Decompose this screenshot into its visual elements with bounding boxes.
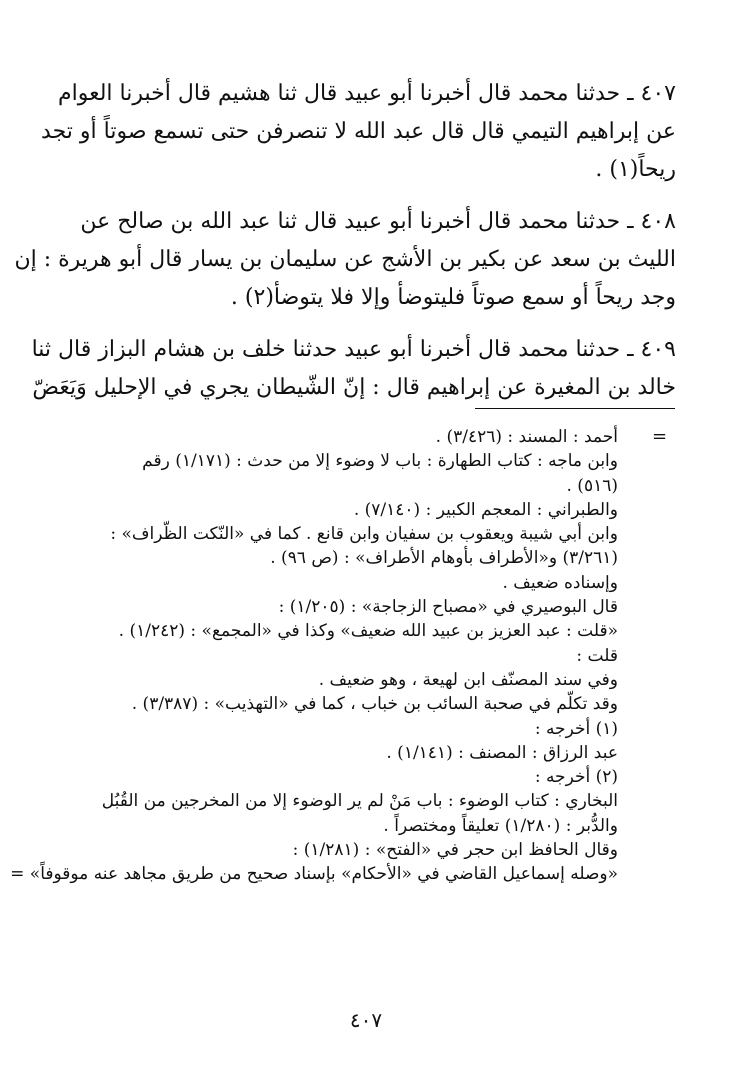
continuation-mark: = xyxy=(652,426,668,447)
footnote-line: «قلت : عبد العزيز بن عبيد الله ضعيف» وكذا في «المجمع» : (١/٢٤٢) . xyxy=(118,621,618,642)
text-line: خالد بن المغيرة عن إبراهيم قال : إنّ الشّيطان يجري في الإحليل وَيَعَضّ xyxy=(32,375,676,400)
footnote-line: والدُّبر : (١/٢٨٠) تعليقاً ومختصراً . xyxy=(383,815,618,836)
text-line: عن إبراهيم التيمي قال قال عبد الله لا تنصرفن حتى تسمع صوتاً أو تجد xyxy=(41,119,676,144)
footnote-line: قلت : xyxy=(576,645,618,666)
text-line: ريحاً(١) . xyxy=(595,157,676,182)
footnote-divider xyxy=(475,408,675,409)
footnote-line: (٥١٦) . xyxy=(566,475,618,496)
text-line: ٤٠٧ ـ حدثنا محمد قال أخبرنا أبو عبيد قال ثنا هشيم قال أخبرنا العوام xyxy=(58,81,676,106)
text-line: ٤٠٩ ـ حدثنا محمد قال أخبرنا أبو عبيد حدثنا خلف بن هشام البزاز قال ثنا xyxy=(31,337,676,362)
footnote-line: عبد الرزاق : المصنف : (١/١٤١) . xyxy=(386,742,618,763)
text-line: ٤٠٨ ـ حدثنا محمد قال أخبرنا أبو عبيد قال ثنا عبد الله بن صالح عن xyxy=(80,209,676,234)
footnote-line: وإسناده ضعيف . xyxy=(502,572,618,593)
hadith-408 xyxy=(14,203,676,317)
footnote-line: (٣/٢٦١) و«الأطراف بأوهام الأطراف» : (ص ٩٦) . xyxy=(270,548,618,569)
footnote-line: (١) أخرجه : xyxy=(534,718,618,739)
footnote-line: أحمد : المسند : (٣/٤٢٦) . xyxy=(435,427,618,447)
footnote-line: وفي سند المصنّف ابن لهيعة ، وهو ضعيف . xyxy=(318,669,618,690)
footnote-line: وابن أبي شيبة ويعقوب بن سفيان وابن قانع . كما في «النّكت الظّراف» : xyxy=(110,524,618,545)
footnote-line: البخاري : كتاب الوضوء : باب مَنْ لم ير الوضوء إلا من المخرجين من القُبُل xyxy=(101,791,618,812)
footnotes xyxy=(10,425,618,887)
page-number: ٤٠٧ xyxy=(349,1008,383,1032)
footnote-line: (٢) أخرجه : xyxy=(534,767,618,788)
main-text xyxy=(14,75,676,421)
hadith-409 xyxy=(31,331,676,407)
footnote-line: وقال الحافظ ابن حجر في «الفتح» : (١/٢٨١) : xyxy=(292,840,618,861)
footnote-line: والطبراني : المعجم الكبير : (٧/١٤٠) . xyxy=(353,499,618,520)
footnote-line: «وصله إسماعيل القاضي في «الأحكام» بإسناد صحيح من طريق مجاهد عنه موقوفاً» = xyxy=(10,864,618,885)
footnote-line: وقد تكلّم في صحبة السائب بن خباب ، كما في «التهذيب» : (٣/٣٨٧) . xyxy=(131,694,618,715)
text-line: وجد ريحاً أو سمع صوتاً فليتوضأ وإلا فلا يتوضأ(٢) . xyxy=(230,285,676,310)
footnote-line: قال البوصيري في «مصباح الزجاجة» : (١/٢٠٥) : xyxy=(278,597,618,618)
hadith-407 xyxy=(41,75,676,189)
footnote-line: وابن ماجه : كتاب الطهارة : باب لا وضوء إلا من حدث : (١/١٧١) رقم xyxy=(142,451,618,472)
text-line: الليث بن سعد عن بكير بن الأشج عن سليمان بن يسار قال أبو هريرة : إن xyxy=(14,247,676,272)
